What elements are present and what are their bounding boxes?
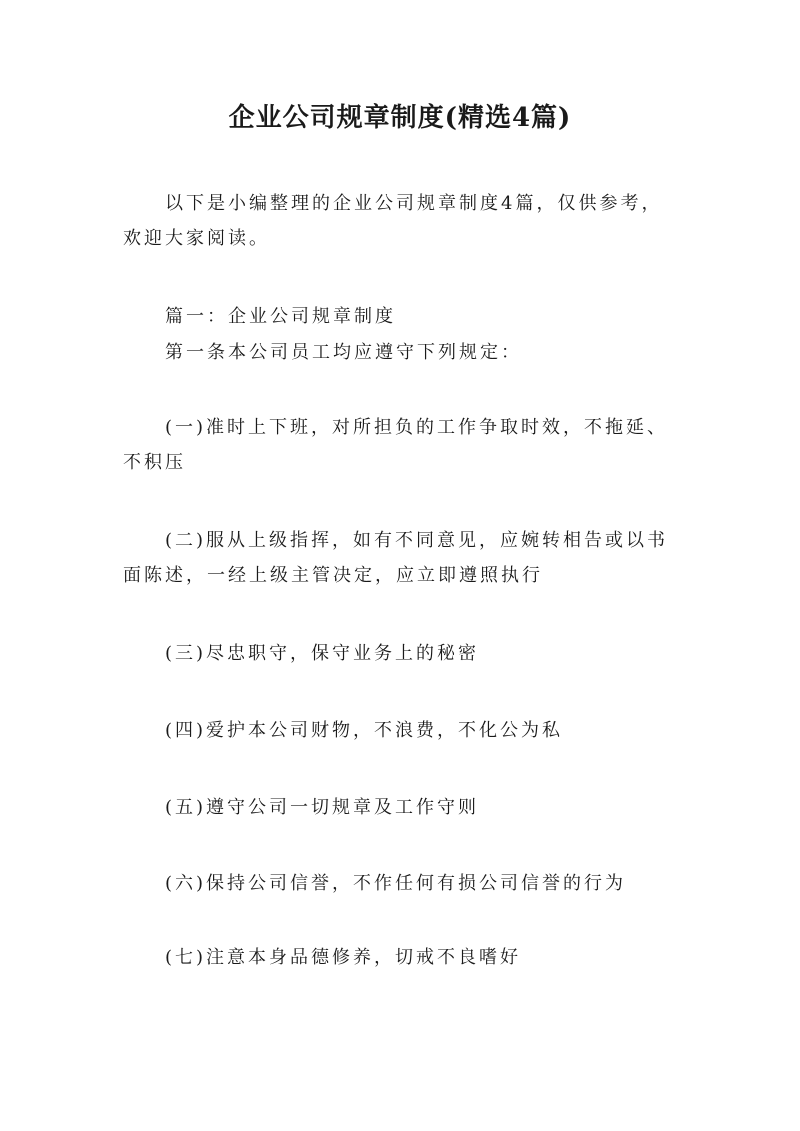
rule-line: (六)保持公司信誉，不作任何有损公司信誉的行为	[165, 873, 627, 894]
rule-line: (三)尽忠职守，保守业务上的秘密	[165, 643, 480, 664]
article-heading	[123, 335, 688, 370]
rule-line: (一)准时上下班，对所担负的工作争取时效，不拖延、	[165, 417, 669, 438]
intro-line-2: 欢迎大家阅读。	[123, 228, 270, 249]
rule-item-1	[123, 410, 688, 480]
intro-paragraph	[123, 186, 688, 256]
rule-item-5	[123, 790, 688, 825]
rule-line-cont: 不积压	[123, 452, 186, 473]
document-title: 企业公司规章制度(精选4篇)	[228, 103, 572, 133]
rule-item-6	[123, 866, 688, 901]
rule-item-2	[123, 523, 688, 593]
section-heading-text: 篇一：企业公司规章制度	[165, 306, 396, 327]
rule-line: (五)遵守公司一切规章及工作守则	[165, 797, 480, 818]
rule-item-3	[123, 636, 688, 671]
article-heading-text: 第一条本公司员工均应遵守下列规定：	[165, 342, 522, 363]
section-heading	[123, 299, 688, 334]
rule-line-cont: 面陈述，一经上级主管决定，应立即遵照执行	[123, 565, 543, 586]
rule-line: (二)服从上级指挥，如有不同意见，应婉转相告或以书	[165, 530, 669, 551]
rule-line: (四)爱护本公司财物，不浪费，不化公为私	[165, 720, 564, 741]
intro-line-1: 以下是小编整理的企业公司规章制度4篇，仅供参考，	[165, 193, 663, 214]
rule-item-4	[123, 713, 688, 748]
rule-item-7	[123, 940, 688, 975]
rule-line: (七)注意本身品德修养，切戒不良嗜好	[165, 947, 522, 968]
